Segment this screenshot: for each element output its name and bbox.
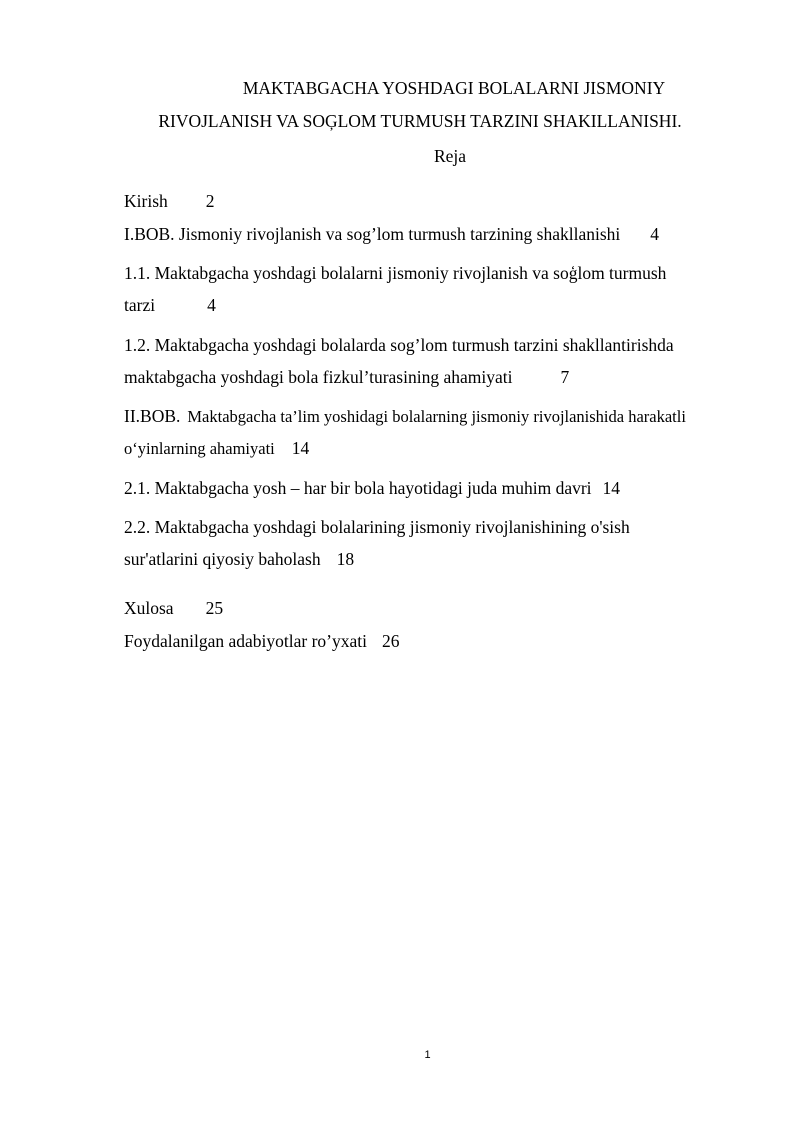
toc-page-number: 2: [205, 191, 215, 211]
toc-entry-bob1: [124, 226, 659, 244]
page-number-footer: 1: [424, 1049, 431, 1061]
toc-page-number: 4: [650, 224, 660, 244]
toc-page-number: 26: [381, 631, 400, 651]
toc-entry-2-1: [124, 480, 620, 498]
toc-entry-text: Xulosa: [124, 598, 174, 618]
toc-entry-1-1-line-2: [124, 297, 216, 315]
toc-heading: Reja: [433, 146, 467, 166]
toc-entry-text: 2.1. Maktabgacha yosh – har bir bola hayotidagi juda muhim davri: [124, 478, 592, 498]
toc-page-number: 18: [336, 549, 355, 569]
toc-entry-1-1-line-1: 1.1. Maktabgacha yoshdagi bolalarni jismoniy rivojlanish va soģlom turmush: [124, 263, 667, 283]
toc-entry-bob2-line-1: [124, 408, 686, 426]
toc-entry-xulosa: [124, 600, 223, 618]
toc-entry-2-2-line-2: [124, 551, 354, 569]
toc-entry-text: II.BOB.: [124, 406, 181, 426]
toc-entry-text: Kirish: [124, 191, 168, 211]
toc-entry-1-2-line-1: 1.2. Maktabgacha yoshdagi bolalarda sog’lom turmush tarzini shakllantirishda: [124, 335, 674, 355]
toc-page-number: 7: [560, 367, 570, 387]
toc-entry-text: Maktabgacha ta’lim yoshidagi bolalarning jismoniy rivojlanishida harakatli: [187, 407, 686, 426]
toc-entry-bob2-line-2: [124, 440, 309, 458]
toc-entry-text: o‘yinlarning ahamiyati: [124, 439, 275, 458]
toc-entry-adabiyotlar: [124, 633, 399, 651]
toc-page-number: 14: [602, 478, 621, 498]
toc-entry-1-2-line-2: [124, 369, 569, 387]
toc-entry-text: tarzi: [124, 295, 156, 315]
toc-page-number: 25: [205, 598, 224, 618]
toc-entry-text: Foydalanilgan adabiyotlar ro’yxati: [124, 631, 367, 651]
document-title-line-2: RIVOJLANISH VA SOĢLOM TURMUSH TARZINI SHAKILLANISHI.: [158, 111, 682, 131]
toc-entry-2-2-line-1: 2.2. Maktabgacha yoshdagi bolalarining jismoniy rivojlanishining o'sish: [124, 517, 630, 537]
toc-entry-text: sur'atlarini qiyosiy baholash: [124, 549, 321, 569]
toc-entry-text: I.BOB. Jismoniy rivojlanish va sog’lom turmush tarzining shakllanishi: [124, 224, 621, 244]
toc-page-number: 14: [291, 438, 310, 458]
toc-entry-kirish: [124, 193, 215, 211]
toc-entry-text: maktabgacha yoshdagi bola fizkul’turasining ahamiyati: [124, 367, 513, 387]
toc-page-number: 4: [207, 295, 216, 315]
document-title-line-1: MAKTABGACHA YOSHDAGI BOLALARNI JISMONIY: [242, 78, 666, 98]
